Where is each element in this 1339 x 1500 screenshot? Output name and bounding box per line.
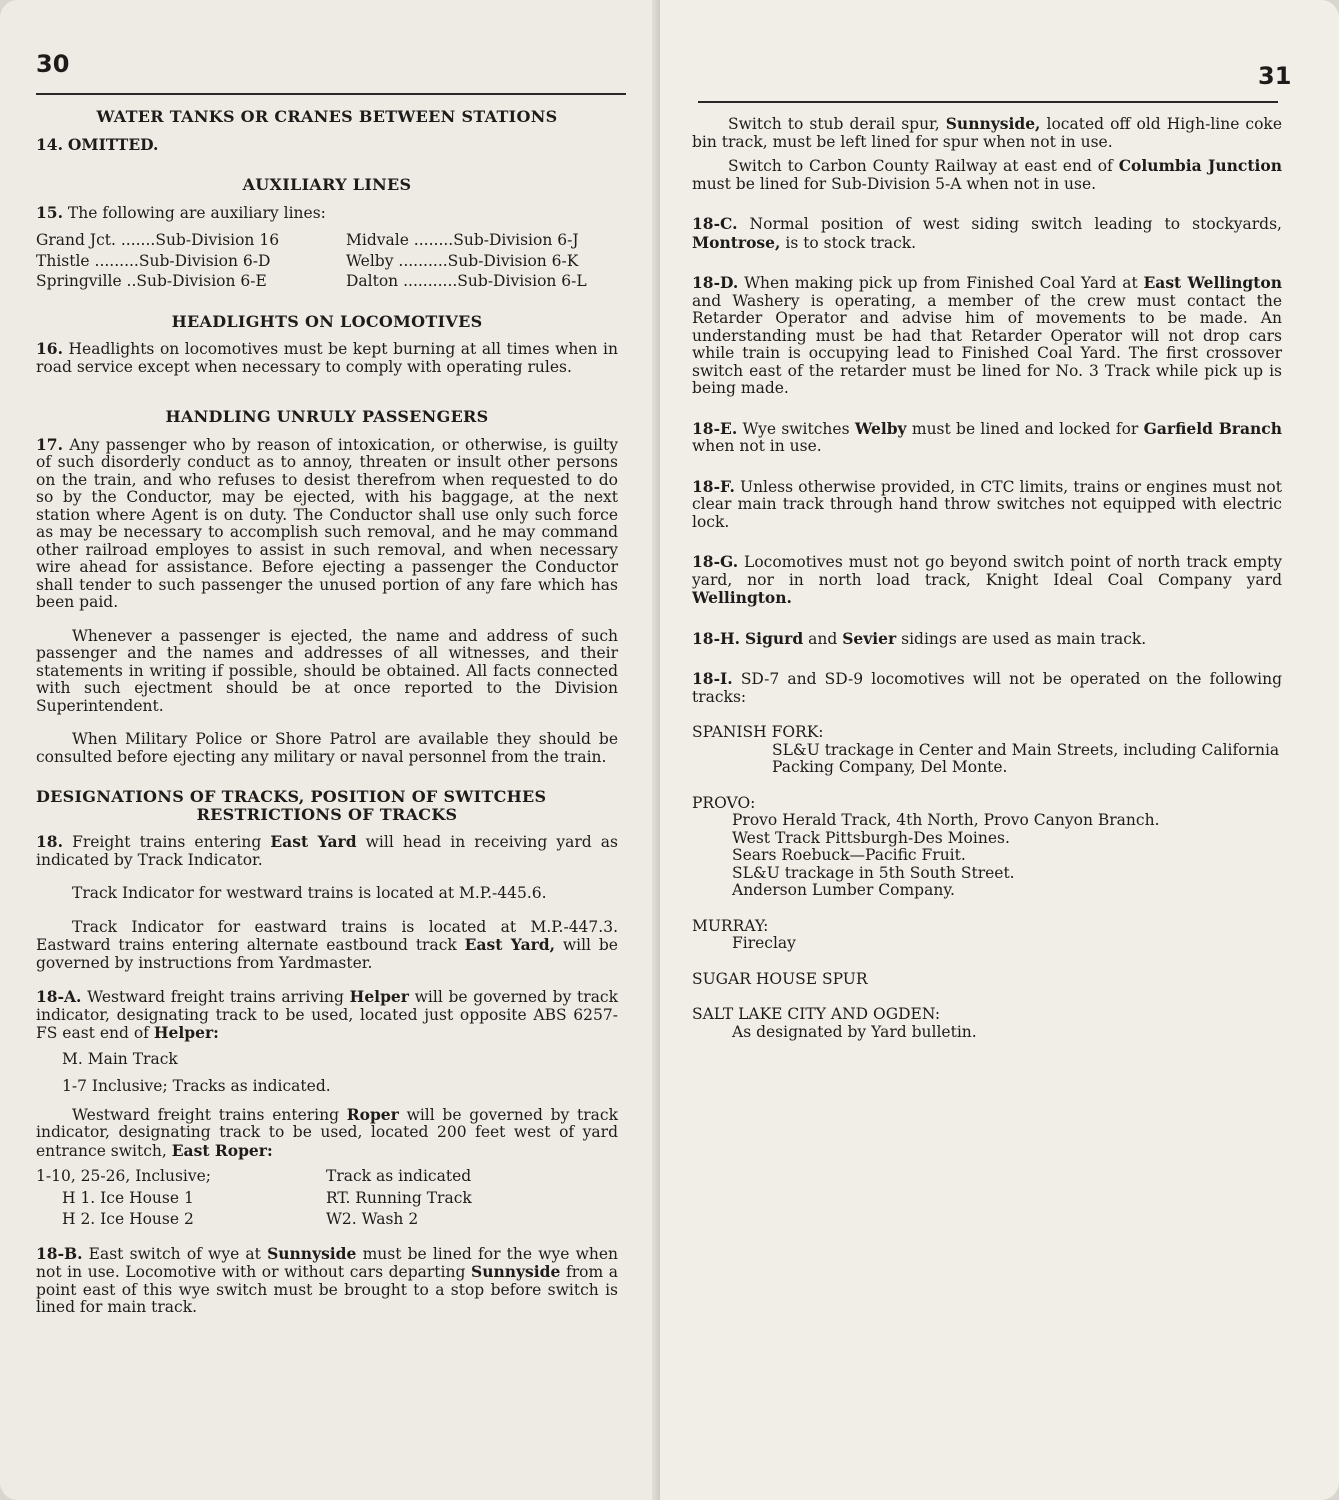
- rule-18-d: [692, 274, 1282, 398]
- track-code-item: 1-10, 25-26, Inclusive;: [36, 1167, 212, 1185]
- right-column: [692, 115, 1282, 1041]
- text-run: Wye switches: [742, 419, 850, 438]
- location-murray: MURRAY:: [692, 916, 769, 935]
- text-run: SD-7 and SD-9 locomotives will not be operated on the following tracks:: [692, 670, 1282, 706]
- rule-18-b: [36, 1245, 618, 1317]
- track-code-item: Track as indicated: [326, 1167, 472, 1185]
- provo-line: Provo Herald Track, 4th North, Provo Canyon Branch.: [732, 811, 1160, 829]
- left-column: [36, 108, 618, 1317]
- place-name: East Wellington: [1143, 273, 1282, 292]
- place-name: East Yard,: [464, 935, 556, 954]
- heading-headlights: HEADLIGHTS ON LOCOMOTIVES: [171, 311, 483, 331]
- text-run: Unless otherwise provided, in CTC limits, trains or engines must not clear main track through hand throw switches not equipped with electric lock.: [692, 477, 1282, 531]
- place-name: Sunnyside: [267, 1243, 357, 1263]
- track-1-7: 1-7 Inclusive; Tracks as indicated.: [62, 1077, 331, 1095]
- heading-unruly-passengers: HANDLING UNRULY PASSENGERS: [165, 407, 489, 426]
- aux-line-item: Dalton ...........Sub-Division 6-L: [346, 272, 587, 290]
- text-run: and: [808, 629, 838, 648]
- text-run: from a point east of this wye switch must be brought to a stop before switch is lined for main track.: [36, 1263, 619, 1316]
- aux-line-item: Thistle .........Sub-Division 6-D: [36, 251, 271, 270]
- rule-16: [36, 340, 618, 376]
- rule-number: 18-H.: [692, 628, 741, 648]
- place-name: East Yard: [270, 832, 357, 851]
- text-run: must be lined for the wye when not in use. Locomotive with or without cars departing: [36, 1244, 618, 1281]
- rule-number: 18-E.: [692, 418, 738, 438]
- text-run: sidings are used as main track.: [901, 629, 1147, 648]
- location-salt-lake-ogden: SALT LAKE CITY AND OGDEN:: [692, 1005, 941, 1023]
- place-name: Sigurd: [744, 628, 804, 648]
- rule-number: 18-B.: [36, 1243, 83, 1263]
- heading-restrictions: RESTRICTIONS OF TRACKS: [196, 804, 458, 824]
- text-run: must be lined for Sub-Division 5-A when not in use.: [692, 174, 1097, 193]
- track-code-item: RT. Running Track: [326, 1188, 472, 1207]
- rule-number: 18-D.: [692, 273, 739, 292]
- place-name: Roper: [346, 1104, 399, 1124]
- rule-18: [36, 833, 618, 869]
- heading-water-tanks: WATER TANKS OR CRANES BETWEEN STATIONS: [96, 107, 558, 126]
- text-run: Track Indicator for eastward trains is located at M.P.-447.3. Eastward trains entering alternate eastbound track: [36, 917, 618, 954]
- text-run: Westward freight trains arriving: [87, 988, 344, 1006]
- aux-line-item: Springville ..Sub-Division 6-E: [36, 272, 267, 290]
- text-run: Switch to stub derail spur,: [728, 115, 940, 133]
- aux-line-item: Welby ..........Sub-Division 6-K: [346, 251, 579, 270]
- header-rule: [36, 93, 626, 95]
- text-run: Normal position of west siding switch leading to stockyards,: [749, 215, 1282, 233]
- rule-18-a: [36, 988, 618, 1043]
- page-31: [660, 0, 1339, 1500]
- place-name: Columbia Junction: [1118, 156, 1282, 175]
- salt-lake-ogden-text: As designated by Yard bulletin.: [732, 1022, 977, 1041]
- heading-designations: DESIGNATIONS OF TRACKS, POSITION OF SWITCHES: [36, 787, 547, 806]
- track-code-item: H 2. Ice House 2: [62, 1210, 194, 1228]
- rule-18-c: [692, 215, 1282, 252]
- text-run: is to stock track.: [785, 233, 917, 252]
- page-30: [0, 0, 660, 1500]
- rule-18-paragraph-3: [36, 919, 618, 973]
- place-name: Helper: [349, 987, 409, 1006]
- place-name: Sunnyside: [471, 1262, 561, 1281]
- track-codes-list: [36, 1168, 618, 1229]
- rule-17-paragraph-3: When Military Police or Shore Patrol are available they should be consulted before ejecting any military or naval personnel from the train.: [36, 730, 618, 766]
- track-code-item: H 1. Ice House 1: [62, 1188, 194, 1207]
- rule-16-text: Headlights on locomotives must be kept burning at all times when in road service except when necessary to comply with operating rules.: [36, 340, 618, 376]
- provo-line: SL&U trackage in 5th South Street.: [732, 863, 1015, 882]
- rule-number: 18-G.: [692, 552, 739, 571]
- rule-14-text: OMITTED.: [67, 134, 159, 154]
- track-code-item: W2. Wash 2: [326, 1210, 419, 1228]
- rule-18-paragraph-2: Track Indicator for westward trains is located at M.P.-445.6.: [72, 884, 547, 902]
- page-number: 30: [36, 50, 70, 78]
- rule-18-f: [692, 478, 1282, 532]
- rule-number: 18-I.: [692, 669, 733, 688]
- aux-line-item: Midvale ........Sub-Division 6-J: [346, 231, 579, 249]
- rule-number: 18-F.: [692, 476, 735, 496]
- rule-17-paragraph-2: Whenever a passenger is ejected, the name and address of such passenger and the names and addresses of all witnesses, and their statements in writing if possible, should be obtained. All facts connected with such ejectment should be at once reported to the Division Superintendent.: [36, 626, 618, 715]
- track-main: M. Main Track: [62, 1049, 178, 1068]
- place-name: Helper:: [153, 1023, 219, 1042]
- page-number: 31: [1258, 62, 1292, 90]
- provo-line: West Track Pittsburgh-Des Moines.: [732, 828, 1010, 847]
- rule-number: 16.: [36, 339, 63, 358]
- rule-number: 18.: [36, 832, 63, 851]
- place-name: Montrose,: [692, 232, 781, 252]
- stub-derail-paragraph: [692, 115, 1282, 151]
- place-name: Sunnyside,: [945, 114, 1041, 133]
- rule-number: 14.: [36, 134, 63, 154]
- carbon-county-paragraph: [692, 157, 1282, 193]
- text-run: will be governed by track indicator, designating track to be used, located 200 feet west of yard entrance switch,: [36, 1105, 618, 1160]
- rule-18-h: [692, 630, 1282, 649]
- text-run: and Washery is operating, a member of the crew must contact the Retarder Operator and advise him of movements to be made. An understanding must be had that Retarder Operator will not drop cars while train is occupying lead to Finished Coal Yard. The first crossover switch east of the retarder must be lined for No. 3 Track while pick up is being made.: [692, 291, 1282, 397]
- location-provo: PROVO:: [692, 793, 756, 812]
- text-run: Westward freight trains entering: [72, 1105, 340, 1124]
- spanish-fork-text: SL&U trackage in Center and Main Streets, including California Packing Company, Del Monte.: [772, 740, 1280, 776]
- rule-number: 15.: [36, 202, 63, 222]
- place-name: Welby: [854, 418, 907, 438]
- murray-text: Fireclay: [732, 934, 796, 952]
- rule-18-g: [692, 553, 1282, 608]
- auxiliary-lines-list: [36, 232, 618, 291]
- place-name: Garfield Branch: [1143, 418, 1282, 438]
- text-run: located off old High-line coke bin track, must be left lined for spur when not in use.: [692, 115, 1282, 151]
- header-rule: [698, 101, 1278, 103]
- place-name: East Roper:: [171, 1140, 273, 1160]
- provo-line: Sears Roebuck—Pacific Fruit.: [732, 846, 966, 864]
- provo-line: Anderson Lumber Company.: [732, 881, 955, 899]
- text-run: will be governed by track indicator, designating track to be used, located just opposite ABS 6257-FS east end of: [36, 988, 619, 1042]
- aux-line-item: Grand Jct. .......Sub-Division 16: [36, 231, 280, 249]
- rule-number: 18-A.: [36, 987, 82, 1006]
- text-run: will be governed by instructions from Yardmaster.: [36, 936, 618, 972]
- rule-number: 18-C.: [692, 214, 738, 233]
- rule-number: 17.: [36, 434, 63, 454]
- text-run: Locomotives must not go beyond switch point of north track empty yard, nor in north load track, Knight Ideal Coal Company yard: [692, 553, 1283, 589]
- rule-18-a-paragraph-2: [36, 1106, 618, 1161]
- rule-18-i: [692, 670, 1282, 706]
- rule-17: [36, 436, 618, 612]
- rule-15-text: The following are auxiliary lines:: [67, 203, 326, 222]
- place-name: Sevier: [842, 628, 897, 648]
- heading-auxiliary-lines: AUXILIARY LINES: [242, 175, 412, 194]
- text-run: Switch to Carbon County Railway at east end of: [728, 157, 1113, 175]
- location-spanish-fork: SPANISH FORK:: [692, 723, 824, 741]
- text-run: East switch of wye at: [88, 1244, 261, 1263]
- text-run: will head in receiving yard as indicated by Track Indicator.: [36, 833, 618, 869]
- rule-17-text: Any passenger who by reason of intoxication, or otherwise, is guilty of such disorderly conduct as to annoy, threaten or insult other persons on the train, and who refuses to desist therefrom when requested to do so by the Conductor, may be ejected, with his baggage, at the next station where Agent is on duty. The Conductor shall use only such force as may be necessary to accomplish such removal, and he may command other railroad employes to assist in such removal, and when necessary wire ahead for assistance. Before ejecting a passenger the Conductor shall tender to such passenger the unused portion of any fare which has been paid.: [36, 435, 618, 611]
- text-run: When making pick up from Finished Coal Yard at: [744, 274, 1138, 292]
- rule-14: [36, 136, 618, 155]
- rule-18-e: [692, 420, 1282, 456]
- text-run: Freight trains entering: [72, 833, 262, 851]
- text-run: when not in use.: [692, 437, 822, 455]
- rule-15: [36, 204, 618, 223]
- location-sugar-house: SUGAR HOUSE SPUR: [692, 969, 868, 988]
- text-run: must be lined and locked for: [911, 419, 1139, 438]
- place-name: Wellington.: [692, 588, 792, 607]
